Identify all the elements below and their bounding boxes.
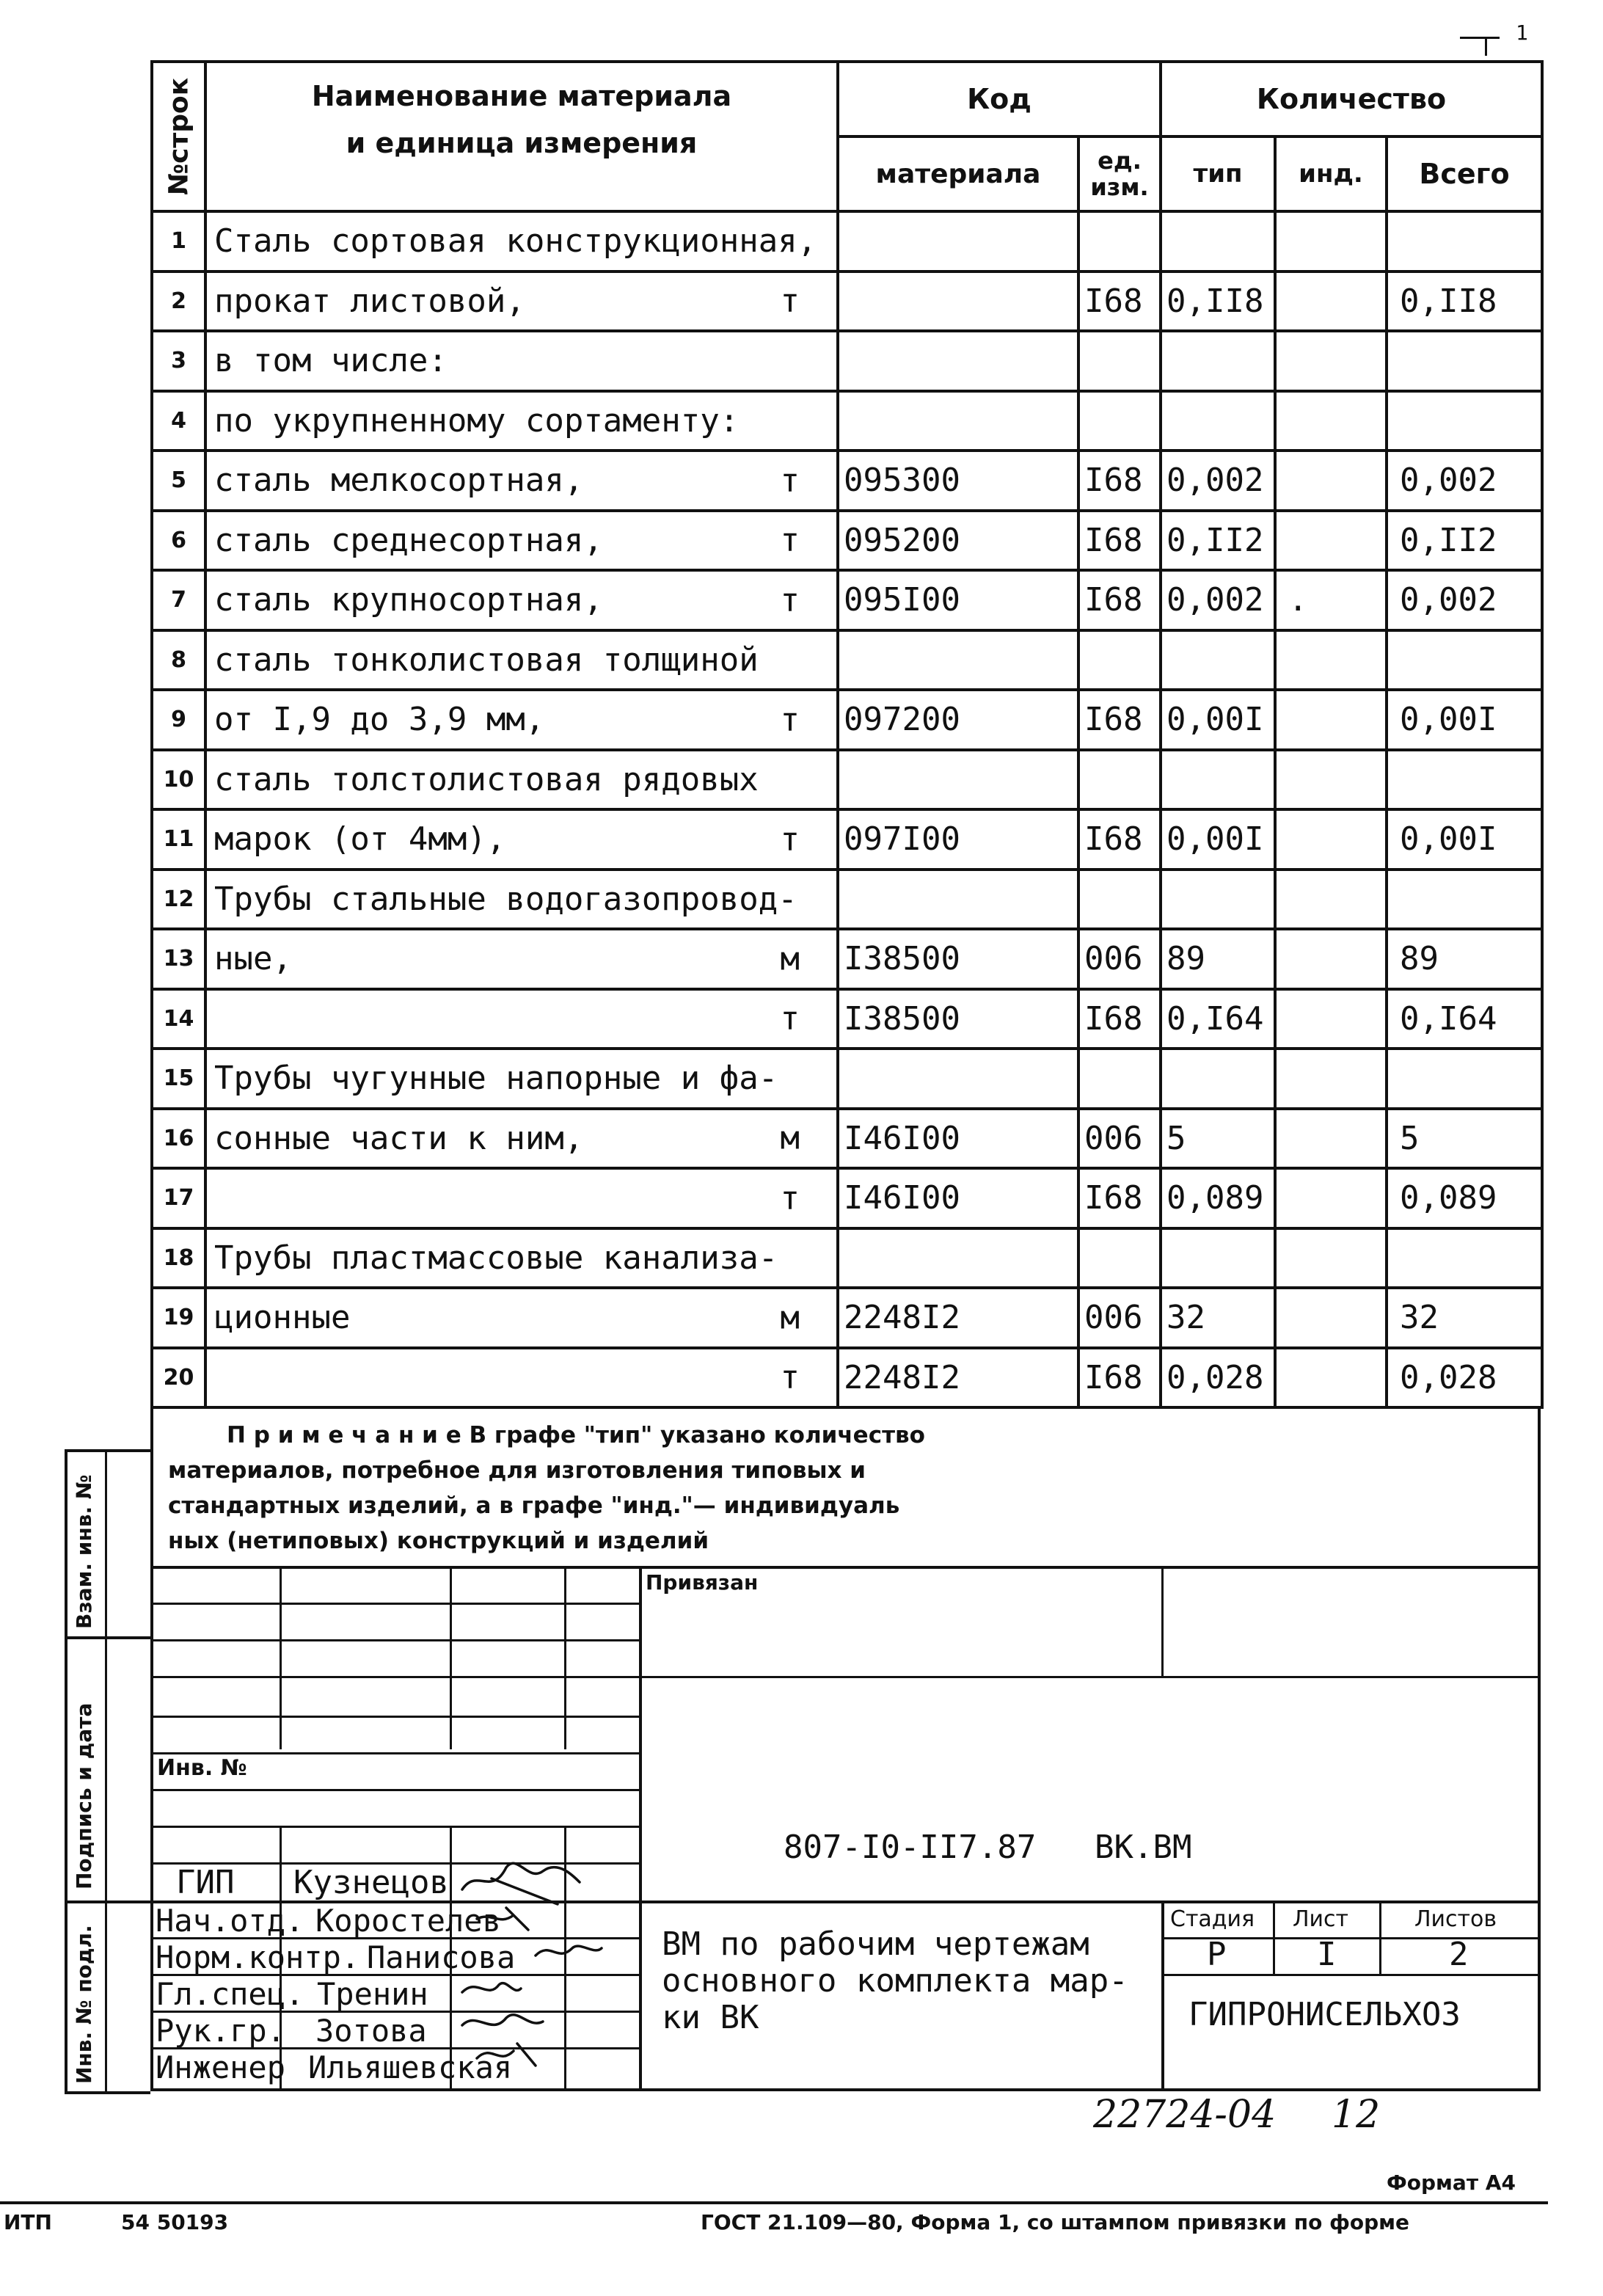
material-name <box>205 1348 838 1408</box>
material-code <box>838 271 1078 332</box>
table-row <box>152 1168 1542 1228</box>
row-number: 5 <box>152 451 205 511</box>
row-number: 7 <box>152 570 205 630</box>
signer-name: Кузнецов <box>293 1864 449 1901</box>
qty-type: 0,00I <box>1161 809 1275 870</box>
qty-total <box>1387 870 1542 930</box>
table-row <box>152 511 1542 571</box>
qty-type <box>1161 331 1275 391</box>
qty-ind <box>1275 750 1387 810</box>
row-number: 6 <box>152 511 205 571</box>
table-row <box>152 1228 1542 1289</box>
qty-total: 0,II2 <box>1387 511 1542 571</box>
material-code: 2248I2 <box>838 1288 1078 1348</box>
material-code: I46I00 <box>838 1109 1078 1169</box>
material-text: прокат листовой, <box>214 282 525 320</box>
material-name <box>205 570 838 630</box>
material-text: Трубы стальные водогазопровод- <box>214 880 797 918</box>
qty-ind <box>1275 271 1387 332</box>
material-name <box>205 870 838 930</box>
table-row <box>152 690 1542 750</box>
row-number: 14 <box>152 989 205 1049</box>
header-material-name: Наименование материала и единица измерения <box>205 62 838 211</box>
material-text: Трубы пластмассовые канализа- <box>214 1239 778 1277</box>
table-row <box>152 809 1542 870</box>
qty-total <box>1387 630 1542 690</box>
material-text: сталь среднесортная, <box>214 521 603 559</box>
material-text: Сталь сортовая конструкционная, <box>214 222 817 260</box>
row-number: 15 <box>152 1049 205 1109</box>
qty-total: 0,002 <box>1387 451 1542 511</box>
material-text: ные, <box>214 940 292 978</box>
material-name <box>205 750 838 810</box>
signer-name: Панисова <box>367 1939 516 1975</box>
qty-total: 0,00I <box>1387 809 1542 870</box>
qty-ind: . <box>1275 570 1387 630</box>
material-name <box>205 690 838 750</box>
qty-ind <box>1275 929 1387 989</box>
material-name <box>205 271 838 332</box>
material-code <box>838 211 1078 271</box>
material-text: сталь мелкосортная, <box>214 462 584 500</box>
table-row <box>152 1348 1542 1408</box>
table-row <box>152 1049 1542 1109</box>
qty-total <box>1387 391 1542 451</box>
qty-type: 0,00I <box>1161 690 1275 750</box>
row-number: 13 <box>152 929 205 989</box>
material-name <box>205 451 838 511</box>
qty-ind <box>1275 1288 1387 1348</box>
unit-code: I68 <box>1078 570 1161 630</box>
table-row <box>152 211 1542 271</box>
document-mark: ВК.ВМ <box>1095 1829 1192 1866</box>
signer-role: ГИП <box>176 1864 235 1901</box>
qty-type: 0,028 <box>1161 1348 1275 1408</box>
unit-code <box>1078 391 1161 451</box>
material-name <box>205 1228 838 1289</box>
sheets-label: Листов <box>1414 1906 1497 1932</box>
unit-code <box>1078 630 1161 690</box>
qty-total: 0,089 <box>1387 1168 1542 1228</box>
material-name <box>205 989 838 1049</box>
material-text: по укрупненному сортаменту: <box>214 401 740 440</box>
side-label-vzam: Взам. инв. № <box>72 1474 96 1629</box>
table-row <box>152 989 1542 1049</box>
signer-name: Ильяшевская <box>308 2049 513 2085</box>
unit-code: I68 <box>1078 809 1161 870</box>
qty-ind <box>1275 511 1387 571</box>
material-text: в том числе: <box>214 342 448 380</box>
material-name <box>205 929 838 989</box>
qty-total <box>1387 211 1542 271</box>
material-name <box>205 391 838 451</box>
qty-type <box>1161 750 1275 810</box>
unit-code <box>1078 750 1161 810</box>
material-unit: т <box>780 820 800 859</box>
table-row <box>152 630 1542 690</box>
qty-ind <box>1275 1168 1387 1228</box>
sheets-value: 2 <box>1449 1936 1469 1973</box>
qty-type <box>1161 211 1275 271</box>
side-label-podpis: Подпись и дата <box>72 1702 96 1889</box>
qty-total <box>1387 331 1542 391</box>
qty-type <box>1161 1228 1275 1289</box>
material-name <box>205 1288 838 1348</box>
material-code <box>838 331 1078 391</box>
material-unit: т <box>780 521 800 559</box>
qty-total <box>1387 1049 1542 1109</box>
material-name <box>205 331 838 391</box>
unit-code: I68 <box>1078 271 1161 332</box>
qty-type <box>1161 391 1275 451</box>
row-number: 19 <box>152 1288 205 1348</box>
material-name <box>205 1049 838 1109</box>
row-number: 2 <box>152 271 205 332</box>
format-label: Формат А4 <box>1387 2171 1516 2195</box>
qty-ind <box>1275 1049 1387 1109</box>
signer-name: Зотова <box>315 2013 427 2049</box>
table-row <box>152 750 1542 810</box>
table-row <box>152 870 1542 930</box>
qty-ind <box>1275 989 1387 1049</box>
qty-ind <box>1275 690 1387 750</box>
material-name <box>205 511 838 571</box>
qty-total: 0,028 <box>1387 1348 1542 1408</box>
material-code: I46I00 <box>838 1168 1078 1228</box>
footer-number: 54 50193 <box>121 2210 229 2234</box>
qty-type <box>1161 630 1275 690</box>
unit-code: 006 <box>1078 1288 1161 1348</box>
material-name <box>205 1109 838 1169</box>
stage-value: Р <box>1207 1936 1227 1973</box>
material-code: 2248I2 <box>838 1348 1078 1408</box>
header-code: Код <box>838 62 1161 136</box>
signer-name: Тренин <box>317 1976 428 2012</box>
table-row <box>152 271 1542 332</box>
material-unit: м <box>780 1119 800 1157</box>
sheet-label: Лист <box>1293 1906 1349 1932</box>
unit-code <box>1078 1228 1161 1289</box>
material-unit: т <box>780 1358 800 1396</box>
material-code <box>838 1049 1078 1109</box>
qty-type: 0,II2 <box>1161 511 1275 571</box>
qty-total: 0,I64 <box>1387 989 1542 1049</box>
qty-type: 0,002 <box>1161 570 1275 630</box>
table-body <box>152 211 1542 1407</box>
qty-total: 32 <box>1387 1288 1542 1348</box>
material-code <box>838 870 1078 930</box>
qty-ind <box>1275 451 1387 511</box>
corner-mark: 1 <box>1460 21 1504 50</box>
material-text: от I,9 до 3,9 мм, <box>214 701 545 739</box>
sheet-value: I <box>1317 1936 1337 1973</box>
signer-role: Гл.спец. <box>156 1976 304 2012</box>
qty-type <box>1161 1049 1275 1109</box>
header-qty-total: Всего <box>1387 136 1542 211</box>
qty-type: 0,089 <box>1161 1168 1275 1228</box>
stage-label: Стадия <box>1170 1906 1255 1932</box>
row-number: 16 <box>152 1109 205 1169</box>
table-row <box>152 1288 1542 1348</box>
unit-code <box>1078 211 1161 271</box>
unit-code <box>1078 331 1161 391</box>
unit-code: I68 <box>1078 511 1161 571</box>
header-unit: ед. изм. <box>1078 136 1161 211</box>
material-code: 095I00 <box>838 570 1078 630</box>
row-number: 11 <box>152 809 205 870</box>
material-name <box>205 211 838 271</box>
material-text: сталь тонколистовая толщиной <box>214 641 759 679</box>
qty-type: 89 <box>1161 929 1275 989</box>
unit-code: I68 <box>1078 1348 1161 1408</box>
qty-total: 5 <box>1387 1109 1542 1169</box>
material-code: 095200 <box>838 511 1078 571</box>
qty-type: 5 <box>1161 1109 1275 1169</box>
material-code <box>838 750 1078 810</box>
material-unit: т <box>780 1179 800 1217</box>
row-number: 17 <box>152 1168 205 1228</box>
header-quantity: Количество <box>1161 62 1542 136</box>
table-row <box>152 391 1542 451</box>
material-name <box>205 630 838 690</box>
row-number: 20 <box>152 1348 205 1408</box>
material-name <box>205 809 838 870</box>
header-qty-type: тип <box>1161 136 1275 211</box>
footer-code: ИТП <box>4 2210 52 2234</box>
qty-ind <box>1275 630 1387 690</box>
material-code <box>838 391 1078 451</box>
qty-total <box>1387 750 1542 810</box>
material-code: I38500 <box>838 929 1078 989</box>
unit-code <box>1078 1049 1161 1109</box>
qty-type <box>1161 870 1275 930</box>
row-number: 1 <box>152 211 205 271</box>
row-number: 12 <box>152 870 205 930</box>
qty-type: 32 <box>1161 1288 1275 1348</box>
handwritten-page: 12 <box>1332 2093 1381 2137</box>
unit-code: 006 <box>1078 929 1161 989</box>
header-material-code: материала <box>838 136 1078 211</box>
unit-code: I68 <box>1078 451 1161 511</box>
qty-type: 0,002 <box>1161 451 1275 511</box>
table-row <box>152 331 1542 391</box>
footer-standard: ГОСТ 21.109—80, Форма 1, со штампом привязки по форме <box>701 2210 1410 2234</box>
material-unit: м <box>780 940 800 978</box>
header-row-number: №строк <box>152 62 205 211</box>
material-unit: т <box>780 462 800 500</box>
qty-ind <box>1275 1348 1387 1408</box>
material-text: марок (от 4мм), <box>214 820 506 859</box>
qty-total: 0,II8 <box>1387 271 1542 332</box>
row-number: 3 <box>152 331 205 391</box>
row-number: 10 <box>152 750 205 810</box>
material-unit: т <box>780 701 800 739</box>
material-code: I38500 <box>838 989 1078 1049</box>
side-label-inv-podl: Инв. № подл. <box>72 1925 96 2084</box>
signer-role: Нач.отд. <box>156 1903 304 1939</box>
row-number: 18 <box>152 1228 205 1289</box>
qty-type: 0,II8 <box>1161 271 1275 332</box>
handwritten-number: 22724-04 <box>1093 2093 1277 2137</box>
qty-total: 0,002 <box>1387 570 1542 630</box>
material-code <box>838 1228 1078 1289</box>
row-number: 9 <box>152 690 205 750</box>
unit-code: I68 <box>1078 1168 1161 1228</box>
unit-code: I68 <box>1078 690 1161 750</box>
material-name <box>205 1168 838 1228</box>
material-text: сталь толстолистовая рядовых <box>214 760 759 798</box>
row-number: 4 <box>152 391 205 451</box>
table-row <box>152 1109 1542 1169</box>
qty-total: 0,00I <box>1387 690 1542 750</box>
signer-role: Норм.контр. <box>156 1939 360 1975</box>
document-title: ВМ по рабочим чертежам основного комплекта мар- ки ВК <box>662 1925 1128 2036</box>
document-code: 807-I0-II7.87 <box>784 1829 1037 1866</box>
material-code: 095300 <box>838 451 1078 511</box>
material-unit: т <box>780 999 800 1038</box>
material-text: ционные <box>214 1299 351 1337</box>
organization-name: ГИПРОНИСЕЛЬХОЗ <box>1188 1996 1461 2033</box>
material-code <box>838 630 1078 690</box>
material-code: 097200 <box>838 690 1078 750</box>
table-row <box>152 929 1542 989</box>
qty-ind <box>1275 1109 1387 1169</box>
material-text: сталь крупносортная, <box>214 581 603 619</box>
header-qty-ind: инд. <box>1275 136 1387 211</box>
qty-total: 89 <box>1387 929 1542 989</box>
qty-type: 0,I64 <box>1161 989 1275 1049</box>
signer-name: Коростелев <box>315 1903 501 1939</box>
qty-ind <box>1275 809 1387 870</box>
qty-ind <box>1275 870 1387 930</box>
row-number: 8 <box>152 630 205 690</box>
table-row <box>152 570 1542 630</box>
qty-ind <box>1275 1228 1387 1289</box>
note: П р и м е ч а н и е В графе "тип" указано количество материалов, потребное для изготовления типовых и стандартных изделий, а в графе "инд."— индивидуаль ных (нетиповых) конструкций и изделий <box>168 1422 925 1554</box>
qty-ind <box>1275 211 1387 271</box>
qty-ind <box>1275 331 1387 391</box>
signer-role: Рук.гр. <box>156 2013 286 2049</box>
qty-total <box>1387 1228 1542 1289</box>
material-unit: т <box>780 581 800 619</box>
material-unit: т <box>780 282 800 320</box>
material-text: сонные части к ним, <box>214 1119 584 1157</box>
material-unit: м <box>780 1299 800 1337</box>
signatures <box>448 1838 638 2073</box>
materials-table <box>150 60 1544 1409</box>
material-code: 097I00 <box>838 809 1078 870</box>
inventory-number-label: Инв. № <box>157 1755 247 1781</box>
qty-ind <box>1275 391 1387 451</box>
unit-code <box>1078 870 1161 930</box>
unit-code: I68 <box>1078 989 1161 1049</box>
unit-code: 006 <box>1078 1109 1161 1169</box>
signer-role: Инженер <box>156 2049 286 2085</box>
table-row <box>152 451 1542 511</box>
material-text: Трубы чугунные напорные и фа- <box>214 1060 778 1098</box>
privyazan-label: Привязан <box>646 1570 759 1595</box>
